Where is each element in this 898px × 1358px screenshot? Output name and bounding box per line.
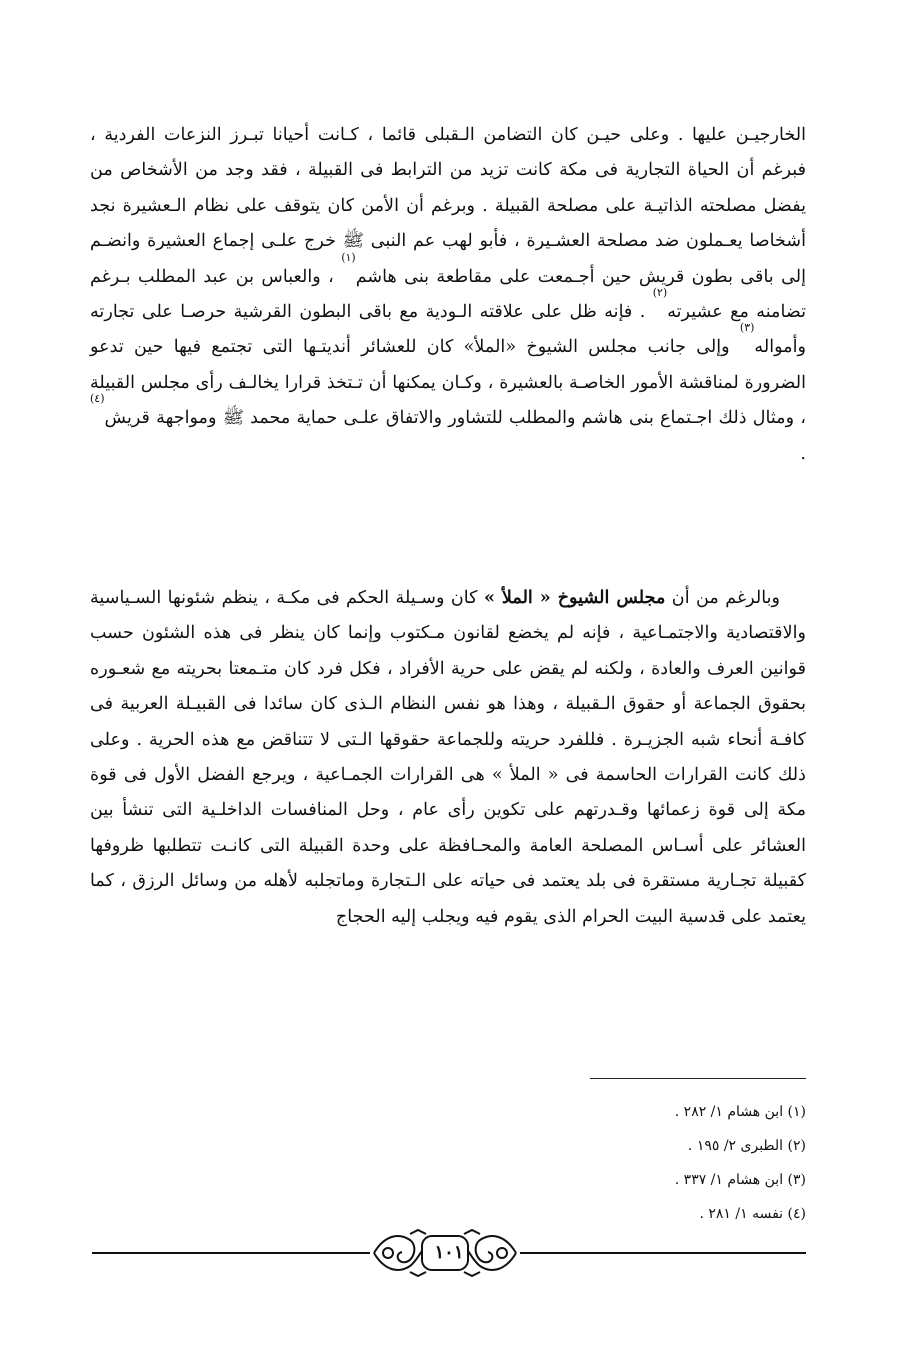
paragraph-2-bold-term: مجلس الشيوخ « الملأ » xyxy=(483,587,666,608)
footnote-ref-2[interactable]: (٢) xyxy=(652,286,668,300)
paragraph-2-start: وبالرغم من أن xyxy=(665,588,780,608)
footnotes-list xyxy=(406,1095,806,1231)
footnote-3: (٣) ابن هشام ١/ ٣٣٧ . xyxy=(674,1172,806,1188)
paragraph-1 xyxy=(90,118,806,472)
paragraph-1-part-2: ، والعباس بن عبد المطلب بـرغم تضامنه مع عشيرته xyxy=(90,266,806,323)
page-number: ١٠١ xyxy=(434,1242,464,1263)
paragraph-1-part-3: . فإنه ظل على علاقته الـودية مع باقى البطون القرشية حرصـا على تجارته وأمواله xyxy=(90,302,806,358)
paragraph-1-part-5: . xyxy=(800,443,806,464)
footnote-ref-3[interactable]: (٣) xyxy=(739,321,755,335)
paragraph-2 xyxy=(90,580,806,935)
bottom-rule-right xyxy=(520,1252,806,1254)
paragraph-1-part-4: وإلى جانب مجلس الشيوخ «الملأ» كان للعشائر أنديتـها التى تجتمع فيها حين تدعو الضرورة لمناقشة الأمور الخاصـة بالعشيرة ، وكـان يمكنها أن تـتخذ قرارا يخالـف رأى مجلس القبيلة ، ومثال ذلك اجـتماع بنى هاشم والمطلب للتشاور والاتفاق علـى حماية محمد ﷺ ومواجهة قريش xyxy=(90,337,806,429)
paragraph-1-part-1: الخارجيـن عليها . وعلى حيـن كان التضامن الـقبلى قائما ، كـانت أحيانا تبـرز النزعات الفردية ، فبرغم أن الحياة التجارية فى مكة كانت تزيد من الترابط فى القبيلة ، فقد وجد من الأشخاص من يفضل مصلحته الذاتيـة على مصلحة القبيلة . وبرغم أن الأمن كان يتوقف على نظام الـعشيرة نجد أشخاصا يعـملون ضد مصلحة العشـيرة ، فأبو لهب عم النبى ﷺ خرج علـى إجماع العشيرة وانضـم إلى باقى بطون قريش حين أجـمعت على مقاطعة بنى هاشم xyxy=(90,125,806,287)
footnote-separator xyxy=(590,1078,806,1079)
footnote-ref-1[interactable]: (١) xyxy=(341,250,356,264)
footnote-1: (١) ابن هشام ١/ ٢٨٢ . xyxy=(674,1104,806,1120)
footnote-2: (٢) الطبرى ٢/ ١٩٥ . xyxy=(687,1138,806,1154)
paragraph-2-rest: كان وسـيلة الحكم فى مكـة ، ينظم شئونها السـياسية والاقتصادية والاجتمـاعية ، فإنه لم يخضع لقانون مـكتوب وإنما كان ينظر فى هذه الشئون حسب قوانين العرف والعادة ، ولكنه لم يقض على حرية الأفراد ، فكل فرد كان متـمعتا بحريته مع شعـوره بحقوق الجماعة أو حقوق الـقبيلة ، وهذا هو نفس النظام الـذى كان سائدا فى القبيـلة العربية فى كافـة أنحاء شبه الجزيـرة . فللفرد حريته وللجماعة حقوقها الـتى لا تتناقض مع هذه الحرية . وعلى ذلك كانت القرارات الحاسمة فى « الملأ » هى القرارات الجمـاعية ، ويرجع الفضل الأول فى قوة مكة إلى قوة زعمائها وقـدرتهم على تكوين رأى عام ، وحل المنافسات الداخلـية التى تنشأ بين العشائر على أسـاس المصلحة العامة والمحـافظة على وحدة القبيلة التى كانـت تتطلبها ظروفها كقبيلة تجـارية مستقرة فى بلد يعتمد فى حياته على الـتجارة وماتجلبه لأهله من وسائل الرزق ، كما يعتمد على قدسية البيت الحرام الذى يقوم فيه ويجلب إليه الحجاج xyxy=(90,588,806,927)
bottom-rule-left xyxy=(92,1252,370,1254)
footnote-4: (٤) نفسه ١/ ٢٨١ . xyxy=(699,1206,806,1222)
footnote-ref-4[interactable]: (٤) xyxy=(90,392,105,406)
